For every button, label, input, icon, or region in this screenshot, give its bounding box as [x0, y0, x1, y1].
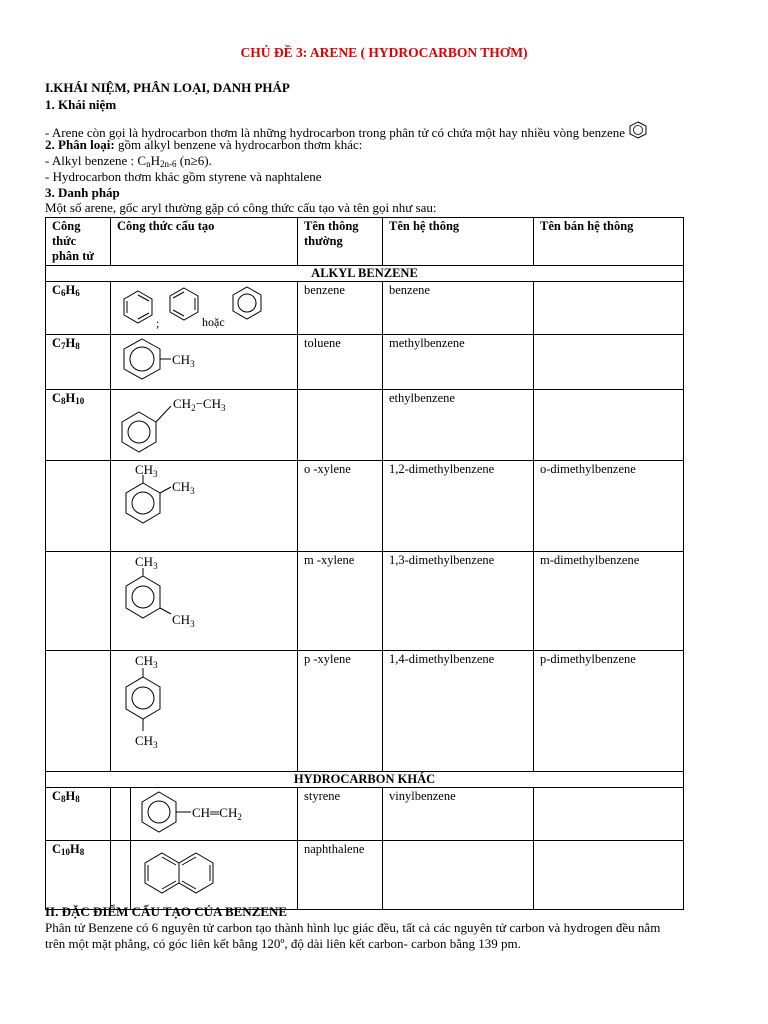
formula-cell: [46, 461, 111, 552]
benzene-kekule-a: [124, 291, 152, 323]
structure-spacer: [111, 788, 131, 841]
alkyl-h: H: [150, 153, 160, 168]
header-systematic-name: Tên hệ thông: [383, 218, 534, 266]
vinyl-group: $CH═CH_2$: [192, 805, 242, 822]
ethyl-group: $CH_2-CH_3$: [173, 396, 226, 413]
ethylbenzene-structure: [111, 390, 297, 456]
semi-systematic-name: [534, 788, 684, 841]
classification-text: gồm alkyl benzene và hydrocarbon thơm khác:: [114, 137, 363, 152]
systematic-name: 1,2-dimethylbenzene: [383, 461, 534, 552]
classification-line: [45, 137, 362, 153]
styrene-structure: [131, 788, 297, 836]
systematic-name: [383, 841, 534, 910]
benzene-structures: [111, 282, 297, 330]
structure-cell: [111, 552, 298, 651]
benzene-circle: [233, 287, 261, 319]
naphthalene-structure: [131, 841, 297, 905]
semi-systematic-name: [534, 841, 684, 910]
formula-cell: $C_6H_6$: [46, 282, 111, 335]
semi-systematic-name: [534, 282, 684, 335]
table-row: [46, 461, 684, 552]
methyl-group: $CH_3$: [172, 479, 195, 496]
document-title: CHỦ ĐỀ 3: ARENE ( HYDROCARBON THƠM): [240, 45, 528, 60]
methyl-group: $CH_3$: [172, 352, 195, 369]
common-name: styrene: [298, 788, 383, 841]
systematic-name: ethylbenzene: [383, 390, 534, 461]
common-name: o -xylene: [298, 461, 383, 552]
other-aromatics-line: - Hydrocarbon thơm khác gồm styrene và naphtalene: [45, 169, 322, 184]
structure-cell: [111, 461, 298, 552]
subheading-nomenclature: 3. Danh pháp: [45, 185, 120, 200]
systematic-name: benzene: [383, 282, 534, 335]
benzene-structure-paragraph-line2: trên một mặt phẳng, có góc liên kết bằng 120º, độ dài liên kết carbon- carbon bằng 139 pm.: [45, 936, 521, 951]
semi-systematic-name: [534, 335, 684, 390]
structure-cell: [131, 841, 298, 910]
benzene-kekule-b: [170, 288, 198, 320]
common-name: m -xylene: [298, 552, 383, 651]
header-semi-systematic-name: Tên bán hệ thông: [534, 218, 684, 266]
methyl-group: $CH_3$: [135, 554, 158, 571]
table-row: [46, 335, 684, 390]
structure-cell: [111, 282, 298, 335]
table-row: [46, 841, 684, 910]
methyl-group: $CH_3$: [135, 462, 158, 479]
methyl-group: $CH_3$: [135, 733, 158, 750]
semi-systematic-name: m-dimethylbenzene: [534, 552, 684, 651]
table-header-row: [46, 218, 684, 266]
header-molecular-formula: Công thức phân tử: [46, 218, 111, 266]
header-structural-formula: Công thức cấu tạo: [111, 218, 298, 266]
table-row: [46, 651, 684, 772]
common-name: benzene: [298, 282, 383, 335]
table-row: [46, 788, 684, 841]
alkyl-condition: (n≥6).: [176, 153, 212, 168]
methyl-group: $CH_3$: [135, 653, 158, 670]
table-row: [46, 282, 684, 335]
concept-text: - Arene còn gọi là hydrocarbon thơm là những hydrocarbon trong phân tử có chứa một hay nhiều vòng benzene: [45, 125, 625, 140]
formula-cell: $C_8H_8$: [46, 788, 111, 841]
systematic-name: vinylbenzene: [383, 788, 534, 841]
benzene-structure-paragraph-line1: Phân tử Benzene có 6 nguyên tử carbon tạo thành hình lục giác đều, tất cả các nguyên tử carbon và hydrogen đều nằm: [45, 920, 661, 935]
table-row: [46, 552, 684, 651]
p-xylene-structure: [111, 651, 297, 767]
structure-cell: [131, 788, 298, 841]
section-2-heading: II. ĐẶC ĐIỂM CẤU TẠO CỦA BENZENE: [45, 904, 288, 919]
or-label: hoặc: [202, 315, 225, 329]
common-name: naphthalene: [298, 841, 383, 910]
section-1-heading: I.KHÁI NIỆM, PHÂN LOẠI, DANH PHÁP: [45, 80, 290, 95]
alkyl-n: n: [146, 159, 151, 169]
structure-cell: [111, 651, 298, 772]
toluene-structure: [111, 335, 297, 385]
table-row: [46, 390, 684, 461]
arene-table: [45, 217, 684, 910]
formula-cell: [46, 651, 111, 772]
common-name: [298, 390, 383, 461]
nomenclature-intro: Một số arene, gốc aryl thường gặp có công thức cấu tạo và tên gọi như sau:: [45, 200, 437, 215]
semi-systematic-name: p-dimethylbenzene: [534, 651, 684, 772]
systematic-name: 1,3-dimethylbenzene: [383, 552, 534, 651]
systematic-name: 1,4-dimethylbenzene: [383, 651, 534, 772]
structure-spacer: [111, 841, 131, 910]
m-xylene-structure: [111, 552, 297, 646]
formula-cell: $C_7H_8$: [46, 335, 111, 390]
section-alkyl-benzene: ALKYL BENZENE: [46, 266, 684, 282]
semi-systematic-name: [534, 390, 684, 461]
alkyl-benzene-formula: [45, 153, 212, 169]
subheading-concept: 1. Khái niệm: [45, 97, 117, 112]
systematic-name: methylbenzene: [383, 335, 534, 390]
header-common-name: Tên thông thường: [298, 218, 383, 266]
benzene-ring-icon: [628, 121, 648, 139]
o-xylene-structure: [111, 461, 297, 547]
formula-cell: $C_{10}H_8$: [46, 841, 111, 910]
formula-cell: $C_8H_{10}$: [46, 390, 111, 461]
common-name: toluene: [298, 335, 383, 390]
section-other-aromatics: HYDROCARBON KHÁC: [46, 772, 684, 788]
structure-cell: [111, 335, 298, 390]
separator: ;: [156, 316, 160, 330]
structure-cell: [111, 390, 298, 461]
alkyl-prefix: - Alkyl benzene : C: [45, 153, 147, 168]
common-name: p -xylene: [298, 651, 383, 772]
alkyl-sub: 2n-6: [159, 159, 177, 169]
formula-cell: [46, 552, 111, 651]
methyl-group: $CH_3$: [172, 612, 195, 629]
subheading-classification: 2. Phân loại:: [45, 137, 115, 152]
semi-systematic-name: o-dimethylbenzene: [534, 461, 684, 552]
